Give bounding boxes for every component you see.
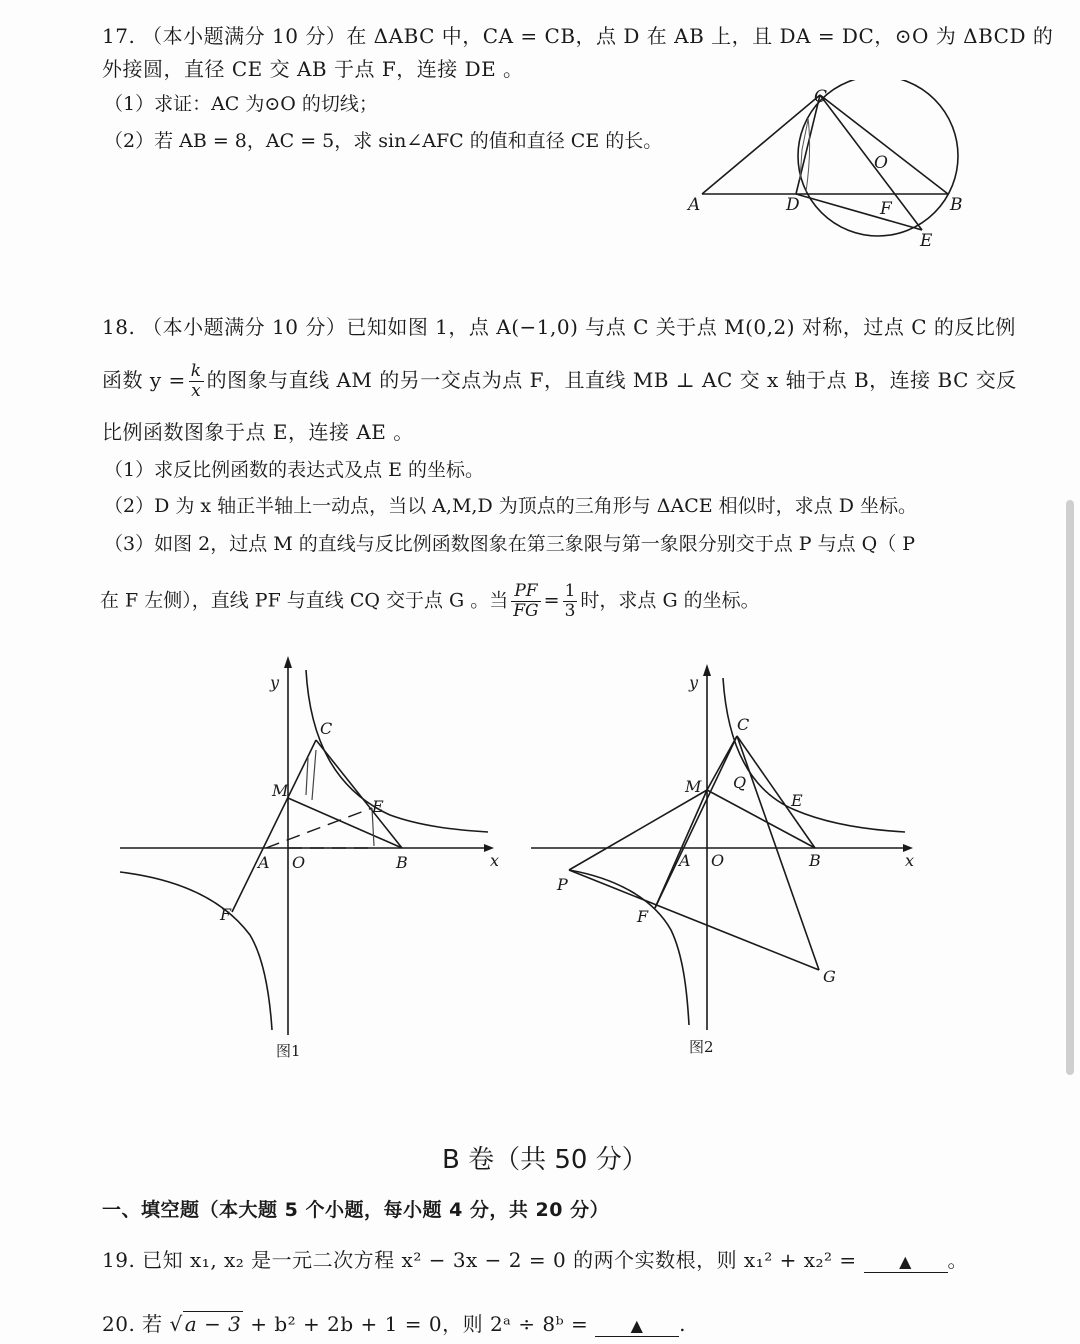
fig2-label-p: P (557, 875, 568, 894)
q20-line (102, 1310, 686, 1338)
q20-radicand: a − 3 (184, 1312, 242, 1336)
q18-line2-post: 的图象与直线 AM 的另一交点为点 F，且直线 MB ⊥ AC 交 x 轴于点 B，连接 BC 交反 (206, 368, 1017, 392)
fill-blank-section-heading: 一、填空题（本大题 5 个小题，每小题 4 分，共 20 分） (102, 1199, 610, 1221)
part-b-title: B 卷（共 50 分） (442, 1145, 648, 1175)
fig1-curve-q3 (120, 872, 272, 1030)
fig2-label-o: O (711, 851, 725, 870)
fig1-label-m: M (272, 781, 289, 800)
fig1-label-b: B (396, 853, 408, 872)
fig1-curve-q1 (306, 670, 488, 832)
fig1-label-c: C (320, 719, 333, 738)
label-b: B (950, 195, 963, 215)
label-c: C (814, 87, 828, 107)
q18-figure1 (110, 650, 510, 1060)
q19-answer-blank[interactable]: ▲ (864, 1252, 948, 1273)
fig2-label-a: A (679, 851, 691, 870)
q20-end: . (679, 1312, 686, 1336)
fig2-label-y: y (689, 673, 699, 692)
fig2-line-pg (569, 870, 819, 970)
q18-fraction-one-third: $\frac{1}{3}$ (564, 581, 576, 621)
q18-line2 (102, 362, 1017, 401)
q18-part2: （2）D 为 x 轴正半轴上一动点，当以 A,M,D 为顶点的三角形与 ΔACE 相似时，求点 D 坐标。 (104, 495, 917, 517)
fig2-label-q: Q (733, 773, 747, 792)
label-f: F (880, 199, 892, 219)
q18-part3-line1: （3）如图 2，过点 M 的直线与反比例函数图象在第三象限与第一象限分别交于点 P 与点 Q（ P (104, 533, 916, 555)
q18-figure2 (525, 660, 925, 1060)
segment-de (796, 194, 922, 230)
q18-fraction-k-over-x: $\frac{k}{x}$ (190, 361, 202, 401)
fig2-line-cb (737, 736, 815, 848)
fig2-line-cf (655, 736, 737, 908)
fig2-label-m: M (685, 777, 702, 796)
fig1-line-cb (316, 740, 402, 848)
q18-part3-post: 时，求点 G 的坐标。 (580, 589, 760, 612)
q17-figure (680, 80, 980, 260)
fig1-line-af (232, 740, 316, 912)
fig2-label-b: B (809, 851, 821, 870)
fig2-caption: 图2 (689, 1038, 714, 1056)
q17-part2: （2）若 AB = 8，AC = 5，求 sin∠AFC 的值和直径 CE 的长。 (104, 130, 663, 152)
q18-fraction-pf-fg: $\frac{PF}{FG}$ (513, 581, 539, 621)
fig1-label-f: F (220, 905, 232, 924)
segment-ac (702, 95, 820, 194)
label-a: A (688, 195, 701, 215)
fig1-caption: 图1 (276, 1042, 301, 1060)
q18-part3-pre: 在 F 左侧），直线 PF 与直线 CQ 交于点 G 。当 (100, 589, 509, 612)
q20-text: + b² + 2b + 1 = 0，则 2ᵃ ÷ 8ᵇ = (250, 1312, 589, 1336)
fig2-label-f: F (637, 907, 649, 926)
q18-part1: （1）求反比例函数的表达式及点 E 的坐标。 (104, 459, 485, 481)
q18-line1: 18. （本小题满分 10 分）已知如图 1，点 A(−1,0) 与点 C 关于点 M(0,2) 对称，过点 C 的反比例 (102, 315, 1016, 339)
fig1-label-a: A (258, 853, 270, 872)
q18-line3: 比例函数图象于点 E，连接 AE 。 (102, 420, 414, 444)
label-e: E (920, 231, 933, 251)
scrollbar[interactable] (1066, 500, 1074, 1075)
fig2-label-x: x (905, 851, 915, 870)
q20-number: 20. 若 (102, 1312, 163, 1336)
q18-line2-pre: 函数 y = (102, 368, 186, 392)
q17-part1: （1）求证：AC 为⊙O 的切线； (104, 93, 378, 115)
q17-line2: 外接圆，直径 CE 交 AB 于点 F，连接 DE 。 (102, 57, 524, 81)
label-o: O (874, 153, 888, 173)
fig1-label-e: E (372, 797, 384, 816)
q18-equals: = (543, 589, 560, 612)
fig2-label-g: G (823, 967, 836, 986)
q19-line (102, 1246, 968, 1274)
fig2-label-c: C (737, 715, 750, 734)
q20-answer-blank[interactable]: ▲ (595, 1316, 679, 1337)
fig2-label-e: E (791, 791, 803, 810)
label-d: D (786, 195, 800, 215)
q18-part3-line2 (100, 582, 760, 621)
q19-end: 。 (947, 1248, 969, 1272)
fig1-label-x: x (490, 851, 500, 870)
q19-text: 19. 已知 x₁, x₂ 是一元二次方程 x² − 3x − 2 = 0 的两个实数根，则 x₁² + x₂² = (102, 1248, 857, 1272)
fig1-label-o: O (292, 853, 306, 872)
fig2-line-cg (737, 736, 819, 970)
q17-line1: 17. （本小题满分 10 分）在 ΔABC 中，CA = CB，点 D 在 AB 上，且 DA = DC，⊙O 为 ΔBCD 的 (102, 24, 1054, 48)
q20-sqrt: √ a − 3 (169, 1312, 242, 1336)
fig1-label-y: y (270, 673, 280, 692)
fig1-line-mb (288, 798, 402, 848)
